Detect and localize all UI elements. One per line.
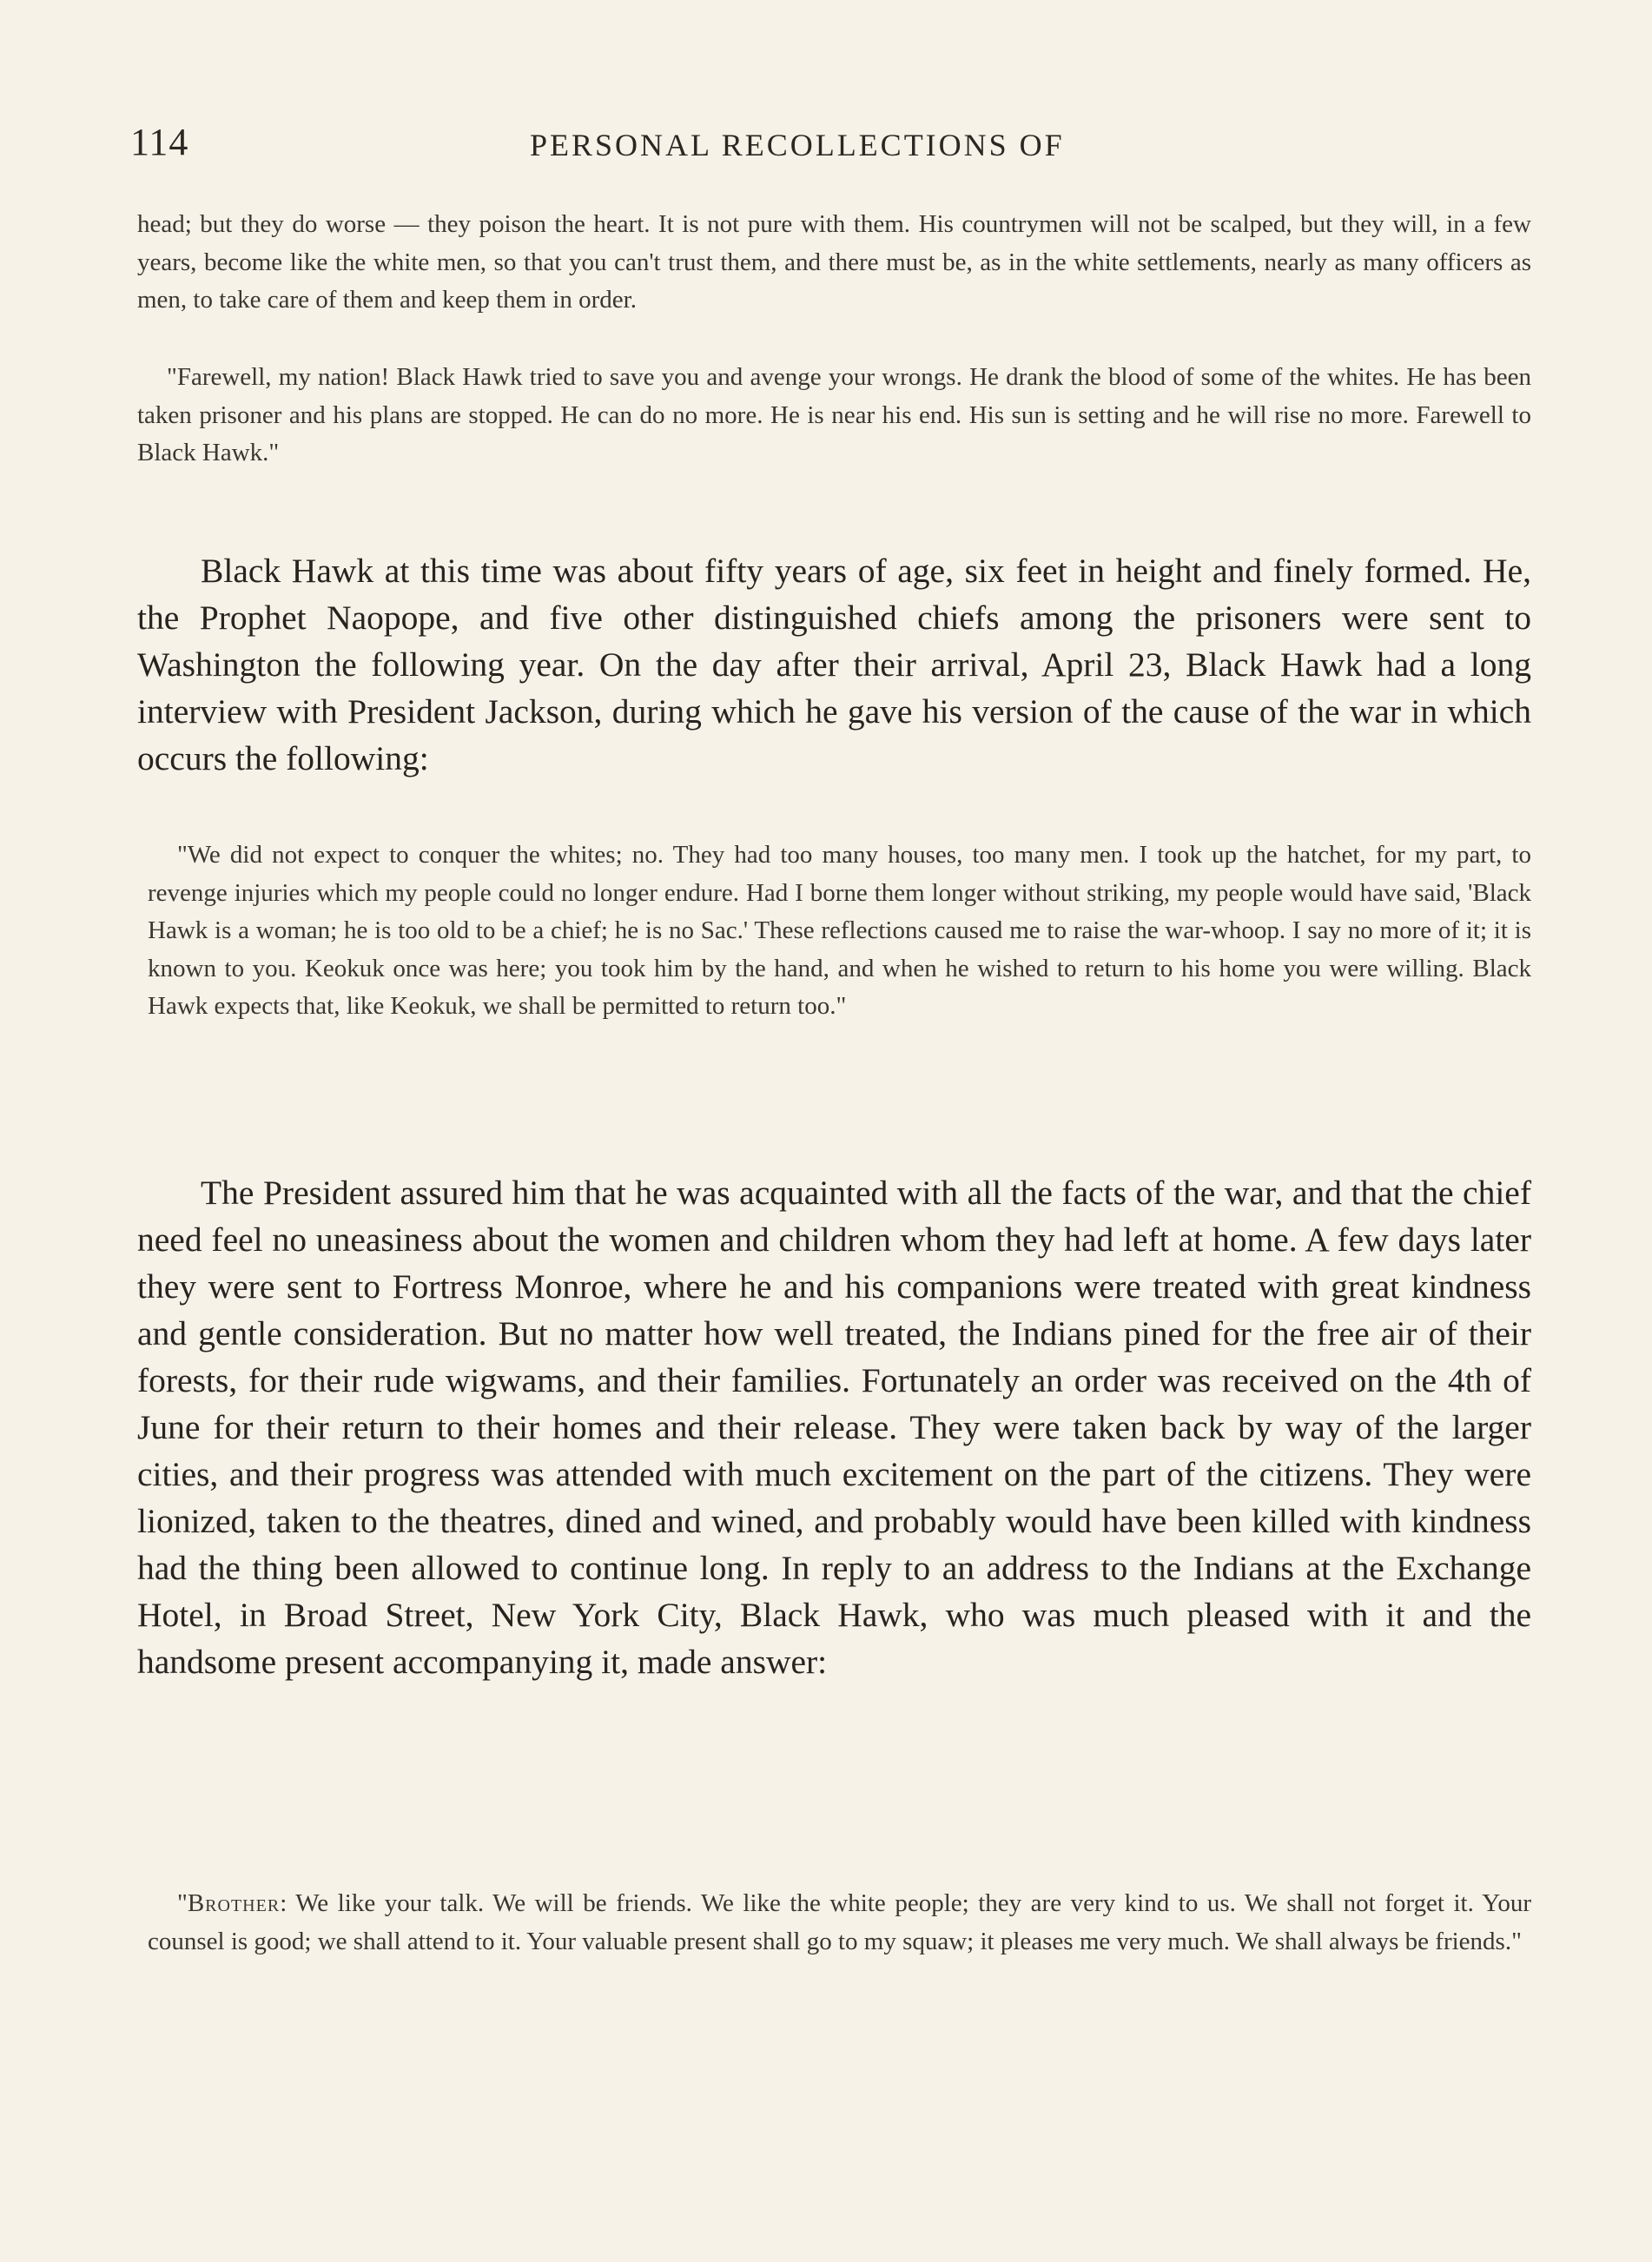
quote-open-mark: " bbox=[177, 1889, 188, 1917]
quote-brother-body: : We like your talk. We will be friends. We like the white people; they are very kind to us. We shall not forget it. Your counsel is good; we shall attend to it. Your valuable present shall go to my squaw; it pleases me very much. We shall always be friends." bbox=[148, 1889, 1531, 1955]
salutation-brother: Brother bbox=[187, 1889, 281, 1917]
quote-interview-jackson: "We did not expect to conquer the whites; no. They had too many houses, too many men. I took up the hatchet, for my part, to revenge injuries which my people could no longer endure. Had I borne them longer without striking, my people would have said, 'Black Hawk is a woman; he is too old to be a chief; he is no Sac.' These reflections caused me to raise the war-whoop. I say no more of it; it is known to you. Keokuk once was here; you took him by the hand, and when he wished to return to his home you were willing. Black Hawk expects that, like Keokuk, we shall be permitted to return too." bbox=[148, 841, 1531, 1020]
paragraph-black-hawk-washington: Black Hawk at this time was about fifty years of age, six feet in height and finely formed. He, the Prophet Naopope, and five other distinguished chiefs among the prisoners were sent to Washington the following year. On the day after their arrival, April 23, Black Hawk had a long interview with President Jackson, during which he gave his version of the cause of the war in which occurs the following: bbox=[137, 552, 1531, 777]
paragraph-farewell-speech: "Farewell, my nation! Black Hawk tried to save you and avenge your wrongs. He drank the blood of some of the whites. He has been taken prisoner and his plans are stopped. He can do no more. He is near his end. His sun is setting and he will rise no more. Farewell to Black Hawk." bbox=[137, 363, 1531, 466]
quote-brother-reply bbox=[148, 1885, 1531, 1961]
paragraph-continuation: head; but they do worse — they poison the heart. It is not pure with them. His countrymen will not be scalped, but they will, in a few years, become like the white men, so that you can't trust them, and there must be, as in the white settlements, nearly as many officers as men, to take care of them and keep them in order. bbox=[137, 210, 1531, 314]
running-header bbox=[130, 120, 1536, 181]
running-title: PERSONAL RECOLLECTIONS OF bbox=[530, 128, 1065, 162]
paragraph-president-reply: The President assured him that he was acquainted with all the facts of the war, and that the chief need feel no uneasiness about the women and children whom they had left at home. A few days later they were sent to Fortress Monroe, where he and his companions were treated with great kindness and gentle consideration. But no matter how well treated, the Indians pined for the free air of their forests, for their rude wigwams, and their families. Fortunately an order was received on the 4th of June for their return to their homes and their release. They were taken back by way of the larger cities, and their progress was attended with much excitement on the part of the citizens. They were lionized, taken to the theatres, dined and wined, and probably would have been killed with kindness had the thing been allowed to continue long. In reply to an address to the Indians at the Exchange Hotel, in Broad Street, New York City, Black Hawk, who was much pleased with it and the handsome present accompanying it, made answer: bbox=[137, 1174, 1531, 1681]
page-number: 114 bbox=[130, 121, 189, 163]
